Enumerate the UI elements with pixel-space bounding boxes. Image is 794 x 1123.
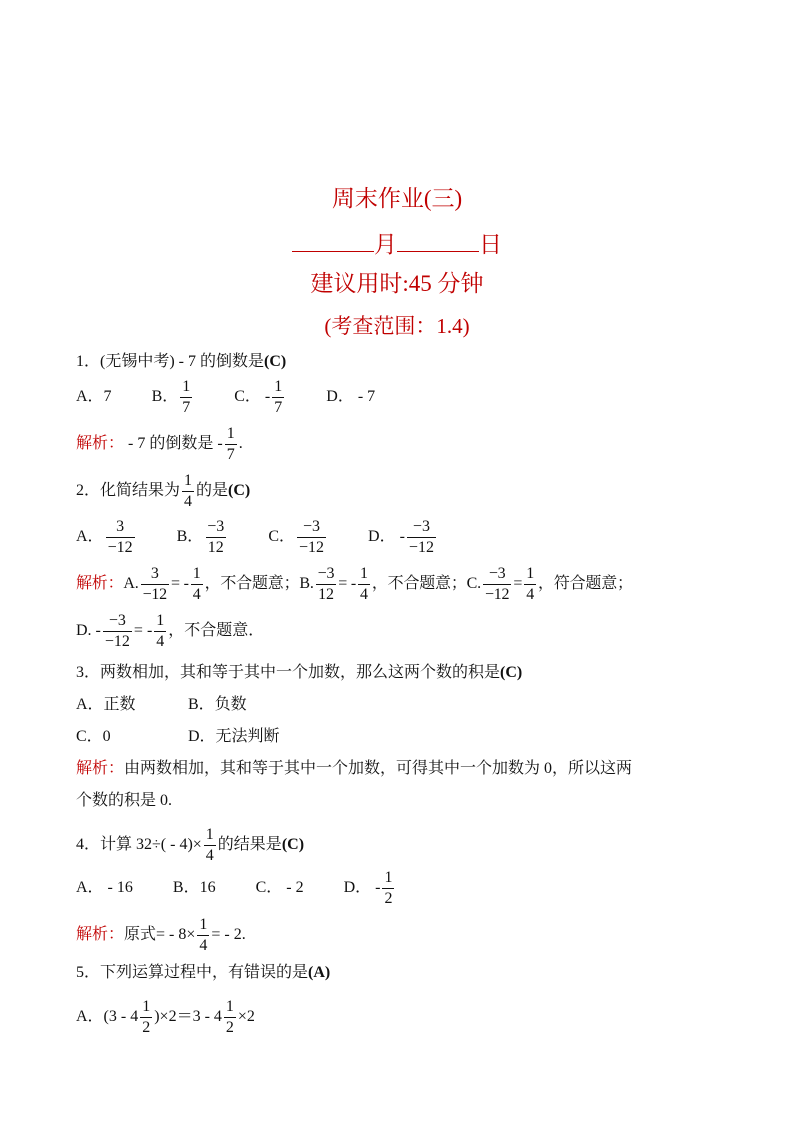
month-blank[interactable] (292, 227, 374, 252)
question-2-analysis-line-2: D. - $\frac{-3}{-12}$ = - $\frac{1}{4}$ ，不合题意． (76, 612, 265, 650)
question-3-analysis-line-2: 个数的积是 0. (76, 792, 173, 809)
q1-option-a: A．7 (76, 388, 112, 406)
q1-option-b: B． $\frac{1}{7}$ (151, 378, 191, 416)
question-2-answer: (C) (228, 482, 251, 500)
question-4-options (76, 868, 754, 909)
day-blank[interactable] (397, 227, 479, 252)
analysis-label: 解析： (76, 435, 125, 453)
question-3-options-row-1 (76, 694, 754, 716)
worksheet-title: 周末作业(三) (331, 186, 463, 211)
q1-option-c: C． - $\frac{1}{7}$ (234, 378, 283, 416)
question-5-option-a: A．(3 - 4 $\frac{1}{2}$ )×2＝3 - 4 $\frac{1}{2}$ ×2 (76, 998, 255, 1036)
question-1-stem: 1．(无锡中考) - 7 的倒数是(C) (76, 353, 287, 370)
question-4-answer: (C) (281, 836, 305, 854)
suggested-time: 建议用时:45 分钟 (310, 271, 484, 296)
question-5-answer: (A) (308, 964, 331, 981)
q4-option-b: B．16 (172, 879, 216, 897)
question-2-analysis-line-1: 解析：A. $\frac{3}{-12}$ = - $\frac{1}{4}$ ，不合题意；B. $\frac{-3}{12}$ = - $\frac{1}{4}$ ，不合题意；C. $\frac{-3}{-12}$ = $\frac{1}{4}$ ，符合题意； (76, 565, 633, 603)
date-line (0, 227, 794, 260)
question-3-answer: (C) (500, 664, 523, 681)
q3-option-b: B．负数 (188, 696, 247, 713)
q2-option-a: A． $\frac{3}{-12}$ (76, 518, 133, 556)
question-4-analysis: 解析：原式= - 8× $\frac{1}{4}$ = - 2. (76, 916, 246, 954)
question-3-analysis-line-1: 解析：由两数相加，其和等于其中一个加数，可得其中一个加数为 0，所以这两 (76, 760, 633, 777)
q1-option-d: D． - 7 (326, 388, 376, 406)
q4-option-d: D． - $\frac{1}{2}$ (343, 869, 393, 907)
question-3-stem: 3．两数相加，其和等于其中一个加数，那么这两个数的积是(C) (76, 664, 523, 681)
month-label: 月 (374, 232, 397, 257)
q2-option-c: C． $\frac{-3}{-12}$ (268, 518, 325, 556)
question-1-options (76, 377, 754, 418)
day-label: 日 (479, 232, 502, 257)
question-3-options-row-2 (76, 726, 754, 748)
question-1-analysis: 解析： - 7 的倒数是 - $\frac{1}{7}$ . (76, 425, 243, 463)
q2-option-b: B． $\frac{-3}{12}$ (176, 518, 225, 556)
question-1-answer: (C) (264, 353, 287, 370)
exam-scope: (考查范围：1.4) (324, 314, 470, 338)
question-2-options (76, 517, 754, 558)
question-2-stem: 2．化简结果为 $\frac{1}{4}$ 的是(C) (76, 472, 251, 510)
q4-option-a: A． - 16 (76, 879, 133, 897)
q3-option-d: D．无法判断 (188, 728, 280, 745)
q3-option-c: C．0 (76, 728, 111, 745)
q2-option-d: D． - $\frac{-3}{-12}$ (368, 518, 434, 556)
q3-option-a: A．正数 (76, 696, 136, 713)
q4-option-c: C． - 2 (255, 879, 304, 897)
question-4-stem: 4．计算 32÷( - 4)× $\frac{1}{4}$ 的结果是(C) (76, 826, 305, 864)
question-5-stem: 5．下列运算过程中，有错误的是(A) (76, 964, 331, 981)
